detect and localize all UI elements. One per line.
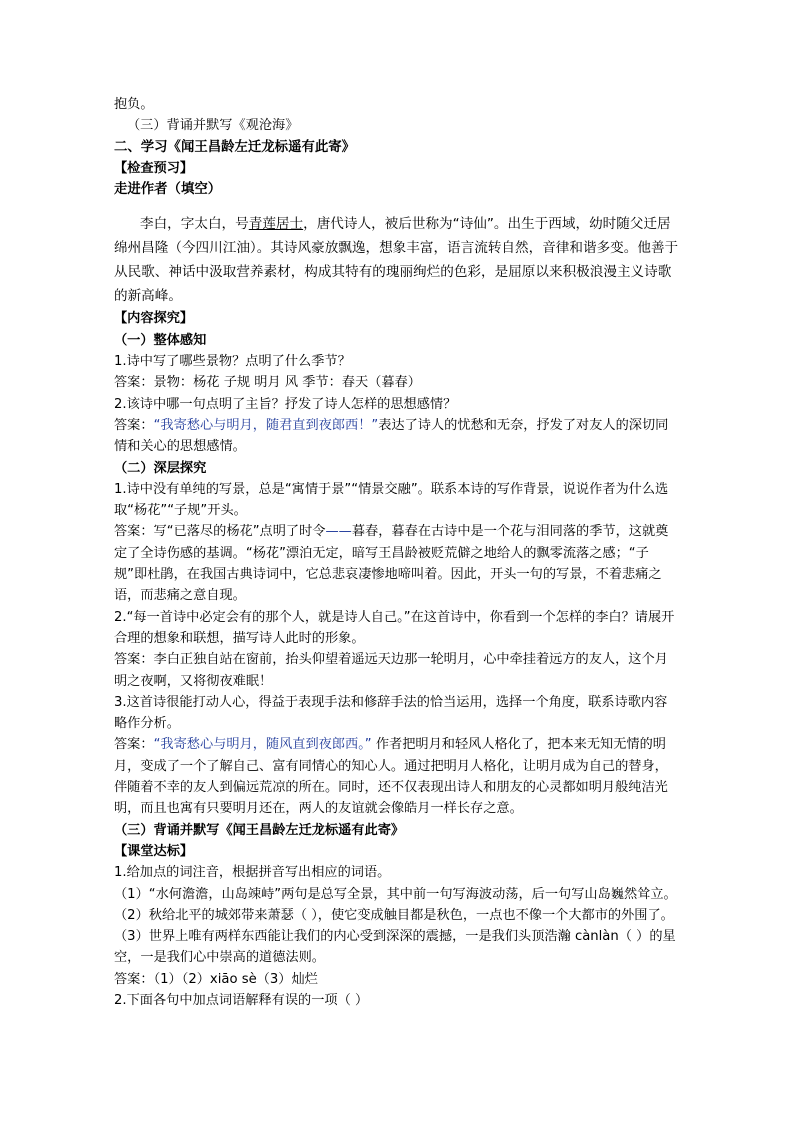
document-page: [114, 94, 680, 1011]
question: 2.“每一首诗中必定会有的那个人，就是诗人自己。”在这首诗中，你看到一个怎样的李白？请展开合理的想象和联想，描写诗人此时的形象。: [114, 609, 675, 646]
text-span: 暮春，暮春在古诗中是一个花与泪同落的季节，这就奠定了全诗伤感的基调。“杨花”漂泊无定，暗写王昌龄被贬荒僻之地给人的飘零流落之感；“子规”即杜鹃，在我国古典诗词中，它总悲哀凄惨地啼叫着。因此，开头一句的写景，不着悲痛之语，而悲痛之意自现。: [114, 524, 669, 604]
question: 3.这首诗很能打动人心，得益于表现手法和修辞手法的恰当运用，选择一个角度，联系诗歌内容略作分析。: [114, 694, 668, 732]
text-span: 答案：: [114, 417, 154, 433]
answer: 答案：李白正独自站在窗前，抬头仰望着遥远天边那一轮明月，心中牵挂着远方的友人，这个月明之夜啊，又将彻夜难眠！: [114, 652, 668, 689]
text-span: ，唐代诗人，被后世称为“诗仙”。出生于西域，幼时随父迁居绵州昌隆（今四川江油）。其诗风豪放飘逸，想象丰富，语言流转自然，音律和谐多变。他善于从民歌、神话中汲取营养素材，构成其特有的瑰丽绚烂的色彩，是屈原以来积极浪漫主义诗歌的新高峰。: [114, 216, 679, 305]
text-line: （三）背诵并默写《观沧海》: [127, 118, 299, 134]
question-item: （3）世界上唯有两样东西能让我们的内心受到深深的震撼，一是我们头顶浩瀚 cànlàn（ ）的星空，一是我们心中崇高的道德法则。: [114, 929, 676, 966]
text-span: 答案：: [114, 737, 154, 753]
question: 1.诗中写了哪些景物？点明了什么季节？: [114, 354, 351, 370]
section-heading: 【课堂达标】: [114, 843, 194, 859]
section-heading: （二）深层探究: [114, 460, 207, 476]
text-span: 作者把明月和轻风人格化了，把本来无知无情的明月，变成了一个了解自己、富有同情心的知心人。通过把明月人格化，让明月成为自己的替身，伴随着不幸的友人到偏远荒凉的所在。同时，还不仅表现出诗人和朋友的心灵都如明月般纯洁光明，而且也寓有只要明月还在，两人的友谊就会像皓月一样长存之意。: [114, 737, 668, 817]
question-item: （2）秋给北平的城郊带来萧瑟（ ），使它变成触目都是秋色，一点也不像一个大都市的外围了。: [114, 907, 674, 923]
section-heading: （一）整体感知: [114, 332, 207, 348]
section-heading: 二、学习《闻王昌龄左迁龙标遥有此寄》: [114, 139, 356, 155]
answer: [114, 734, 680, 819]
section-heading: 走进作者（填空）: [114, 182, 222, 198]
question: 2.该诗中哪一句点明了主旨？抒发了诗人怎样的思想感情？: [114, 396, 457, 412]
dash: ——: [325, 524, 352, 540]
section-heading: （三）背诵并默写《闻王昌龄左迁龙标遥有此寄》: [114, 822, 405, 838]
question: 1.诗中没有单纯的写景，总是“寓情于景”“情景交融”。联系本诗的写作背景，说说作者为什么选取“杨花”“子规”开头。: [114, 481, 669, 519]
quoted-verse: “我寄愁心与明月，随君直到夜郎西！”: [153, 417, 379, 433]
answer: 答案：（1）（2）xiāo sè（3）灿烂: [114, 971, 318, 987]
text-span: 李白，字太白，号: [140, 216, 249, 233]
answer: [114, 415, 680, 458]
question-item: （1）“水何澹澹，山岛竦峙”两句是总写全景，其中前一句写海波动荡，后一句写山岛巍然耸立。: [114, 886, 677, 902]
author-bio: [114, 212, 680, 308]
text-span: 答案：写“已落尽的杨花”点明了时令: [114, 524, 326, 540]
quoted-verse: “我寄愁心与明月，随风直到夜郎西。”: [153, 737, 372, 753]
text-span: 表达了诗人的忧愁和无奈，抒发了对友人的深切同情和关心的思想感情。: [114, 417, 669, 455]
text-line: 抱负。: [114, 97, 154, 112]
answer: 答案：景物：杨花 子规 明月 风 季节：春天（暮春）: [114, 375, 421, 391]
spacer: [114, 200, 680, 212]
question: 1.给加点的词注音，根据拼音写出相应的词语。: [114, 865, 391, 881]
section-heading: 【内容探究】: [114, 311, 194, 327]
section-heading: 【检查预习】: [114, 160, 194, 176]
answer-blank-text: 青莲居士: [248, 216, 304, 233]
question: 2.下面各句中加点词语解释有误的一项（ ）: [114, 992, 369, 1008]
answer: [114, 521, 680, 606]
